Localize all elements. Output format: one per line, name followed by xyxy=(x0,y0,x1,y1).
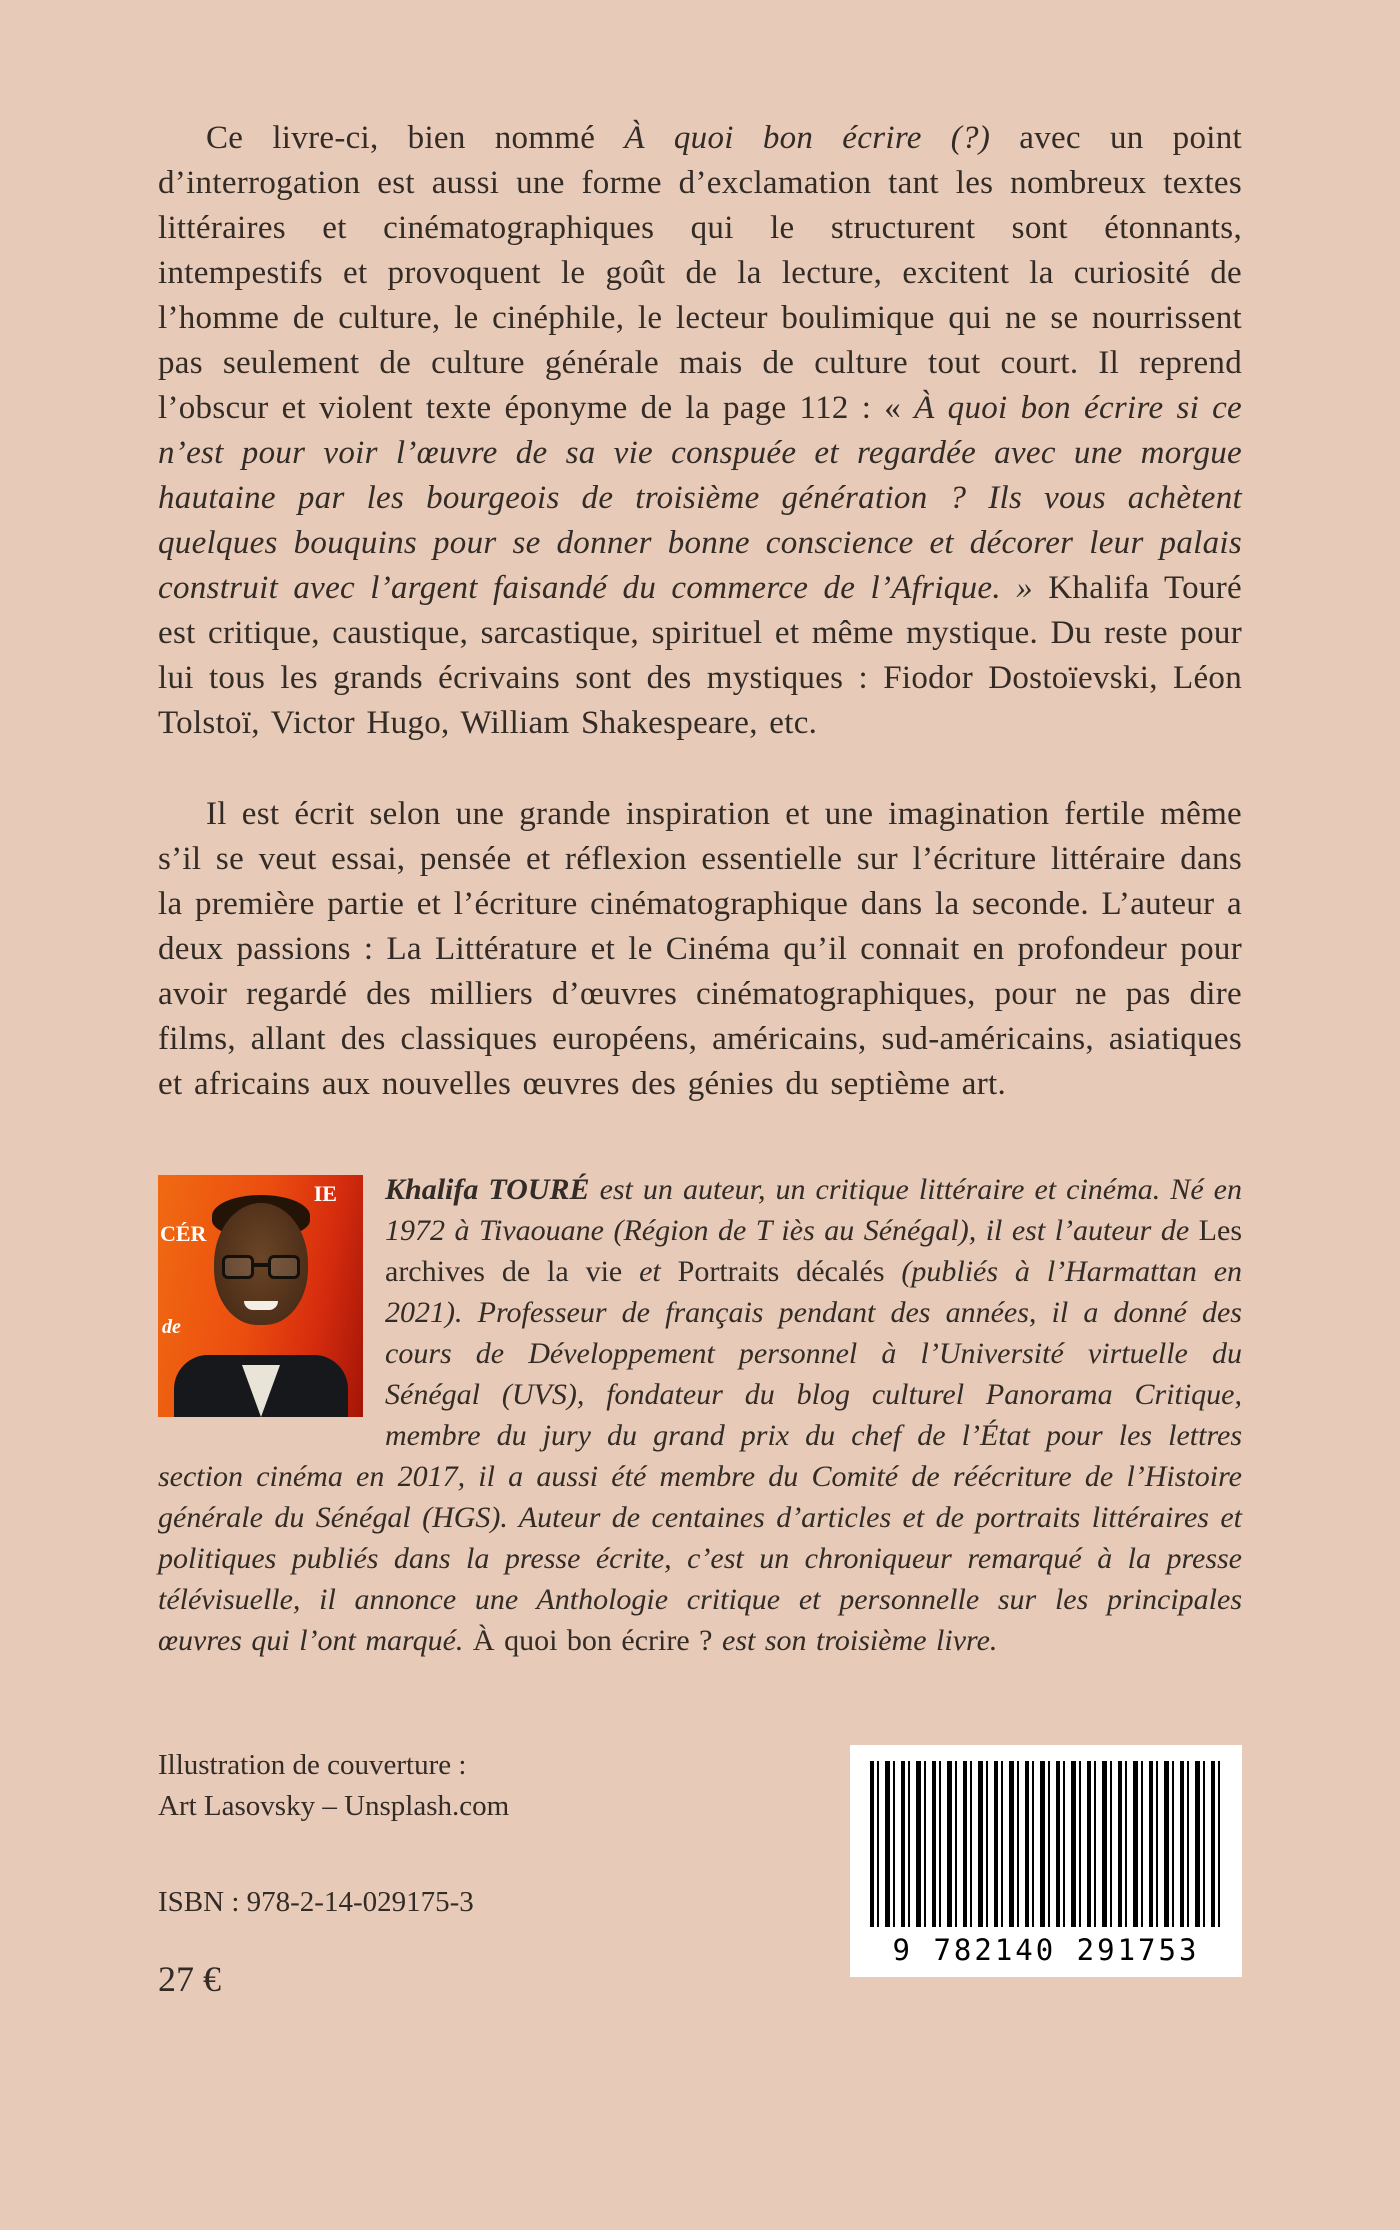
barcode-bars xyxy=(870,1761,1222,1927)
price-text: 27 € xyxy=(158,1959,221,1999)
book-reference: Les archives de la vie xyxy=(385,1214,1242,1288)
portrait-smile xyxy=(244,1301,278,1310)
book-title-inline: À quoi bon écrire (?) xyxy=(624,120,991,156)
barcode xyxy=(850,1745,1242,1977)
book-back-cover xyxy=(158,116,1242,2000)
book-reference: À quoi bon écrire ? xyxy=(472,1624,713,1657)
barcode-number: 9 782140 291753 xyxy=(892,1933,1200,1967)
synopsis-paragraph-2: Il est écrit selon une grande inspiration et une imagination fertile même s’il se veut essai, pensée et réflexion essentielle sur l’écriture littéraire dans la première partie et l’écriture cinématographique dans la seconde. L’auteur a deux passions : La Littérature et le Cinéma qu’il connait en profondeur pour avoir regardé des milliers d’œuvres cinématographiques, pour ne pas dire films, allant des classiques européens, américains, sud-américains, asiatiques et africains aux nouvelles œuvres des génies du septième art. xyxy=(158,796,1242,1102)
book-reference: Portraits décalés xyxy=(677,1255,885,1288)
book-quote: À quoi bon écrire si ce n’est pour voir l’œuvre de sa vie conspuée et regardée avec une morgue hautaine par les bourgeois de troisième génération ? Ils vous achètent quelques bouquins pour se donner bonne conscience et décorer leur palais construit avec l’argent faisandé du commerce de l’Afrique. » xyxy=(158,390,1243,606)
author-photo xyxy=(158,1175,363,1417)
isbn-text: ISBN : 978-2-14-029175-3 xyxy=(158,1886,474,1918)
synopsis-text: Ce livre-ci, bien nommé xyxy=(206,120,625,156)
bio-text: et xyxy=(622,1255,678,1288)
cover-illustration-credit-line1: Illustration de couverture : xyxy=(158,1749,467,1781)
synopsis-text: avec un point d’interrogation est aussi une forme d’exclamation tant les nombreux textes littéraires et cinématographiques qui le structurent sont étonnants, intempestifs et provoquent le goût de la lecture, excitent la curiosité de l’homme de culture, le cinéphile, le lecteur boulimique qui ne se nourrissent pas seulement de culture générale mais de culture tout court. Il reprend l’obscur et violent texte éponyme de la page 112 : « xyxy=(158,120,1242,426)
bio-text: est un auteur, un critique littéraire et cinéma. Né en 1972 à Tivaouane (Région de T iès au Sénégal), il est l’auteur de xyxy=(385,1173,1242,1247)
bio-text: est son troisième livre. xyxy=(712,1624,998,1657)
bio-text: (publiés à l’Harmattan en 2021). Professeur de français pendant des années, il a donné des cours de Développement personnel à l’Université virtuelle du Sénégal (UVS), fondateur du blog culturel Panorama Critique, membre du jury du grand prix du chef de l’État pour les lettres section cinéma en 2017, il a aussi été membre du Comité de réécriture de l’Histoire générale du Sénégal (HGS). Auteur de centaines d’articles et de portraits littéraires et politiques publiés dans la presse écrite, c’est un chroniqueur remarqué à la presse télévisuelle, il annonce une Anthologie critique et personnelle sur les principales œuvres qui l’ont marqué. xyxy=(158,1255,1243,1657)
footer-left-column xyxy=(158,1745,509,2000)
photo-text-fragment: IE xyxy=(313,1181,337,1206)
glasses-icon xyxy=(220,1255,302,1283)
synopsis-paragraph-1 xyxy=(158,116,1242,746)
synopsis-text: Khalifa Touré est critique, caustique, sarcastique, spirituel et même mystique. Du reste pour lui tous les grands écrivains sont des mystiques : Fiodor Dostoïevski, Léon Tolstoï, Victor Hugo, William Shakespeare, etc. xyxy=(158,570,1242,741)
cover-illustration-credit-line2: Art Lasovsky – Unsplash.com xyxy=(158,1790,510,1822)
author-name: Khalifa TOURÉ xyxy=(385,1173,590,1206)
cover-footer xyxy=(158,1745,1242,2000)
photo-text-fragment: CÉR xyxy=(160,1221,207,1246)
photo-text-fragment: de xyxy=(162,1316,181,1338)
author-bio-section xyxy=(158,1169,1242,1661)
